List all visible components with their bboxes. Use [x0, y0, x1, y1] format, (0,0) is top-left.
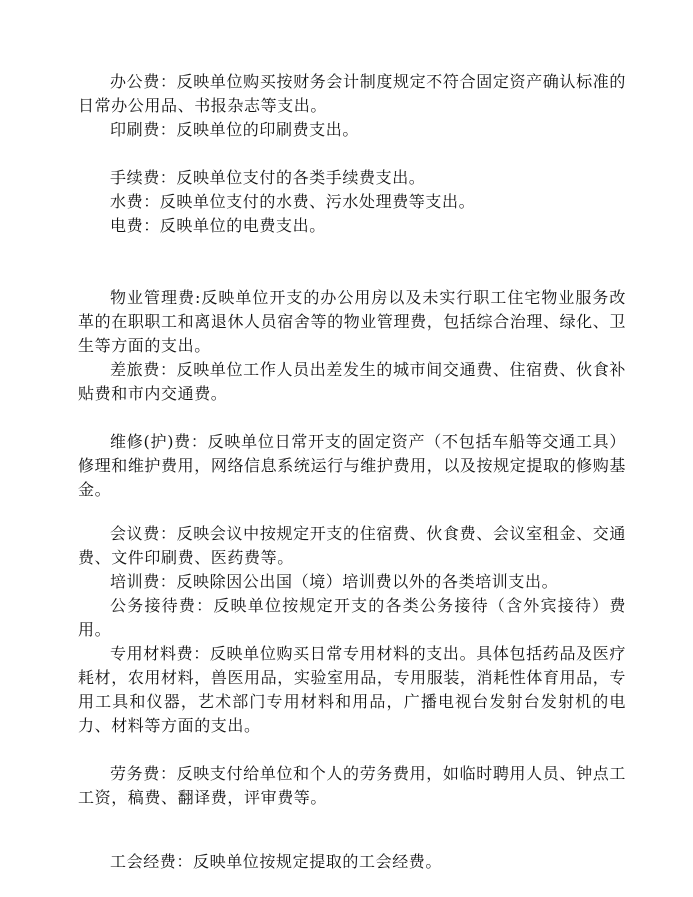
paragraph-travel-expense: 差旅费：反映单位工作人员出差发生的城市间交通费、住宿费、伙食补贴费和市内交通费。 [78, 360, 626, 403]
paragraph-special-materials-fee: 专用材料费：反映单位购买日常专用材料的支出。具体包括药品及医疗耗材，农用材料，兽医用品，实验室用品，专用服装，消耗性体育用品，专用工具和仪器，艺术部门专用材料和用品，广播电视台发射台发射机的电力、材料等方面的支出。 [78, 644, 626, 735]
paragraph-union-fee: 工会经费：反映单位按规定提取的工会经费。 [110, 852, 443, 871]
paragraph-office-expense: 办公费：反映单位购买按财务会计制度规定不符合固定资产确认标准的日常办公用品、书报杂志等支出。 [78, 72, 626, 115]
paragraph-water-fee: 水费：反映单位支付的水费、污水处理费等支出。 [110, 192, 476, 211]
paragraph-handling-fee: 手续费：反映单位支付的各类手续费支出。 [110, 168, 426, 187]
paragraph-printing-expense: 印刷费：反映单位的印刷费支出。 [110, 120, 360, 139]
paragraph-electricity-fee: 电费：反映单位的电费支出。 [110, 216, 326, 235]
paragraph-reception-fee: 公务接待费：反映单位按规定开支的各类公务接待（含外宾接待）费用。 [78, 596, 626, 639]
paragraph-meeting-fee: 会议费：反映会议中按规定开支的住宿费、伙食费、会议室租金、交通费、文件印刷费、医药费等。 [78, 524, 626, 567]
paragraph-property-management-fee: 物业管理费:反映单位开支的办公用房以及未实行职工住宅物业服务改革的在职职工和离退休人员宿舍等的物业管理费，包括综合治理、绿化、卫生等方面的支出。 [78, 288, 626, 355]
paragraph-maintenance-fee: 维修(护)费：反映单位日常开支的固定资产（不包括车船等交通工具）修理和维护费用，网络信息系统运行与维护费用，以及按规定提取的修购基金。 [78, 432, 626, 499]
paragraph-training-fee: 培训费：反映除因公出国（境）培训费以外的各类培训支出。 [110, 572, 559, 591]
paragraph-labor-fee: 劳务费：反映支付给单位和个人的劳务费用，如临时聘用人员、钟点工工资，稿费、翻译费，评审费等。 [78, 764, 626, 807]
